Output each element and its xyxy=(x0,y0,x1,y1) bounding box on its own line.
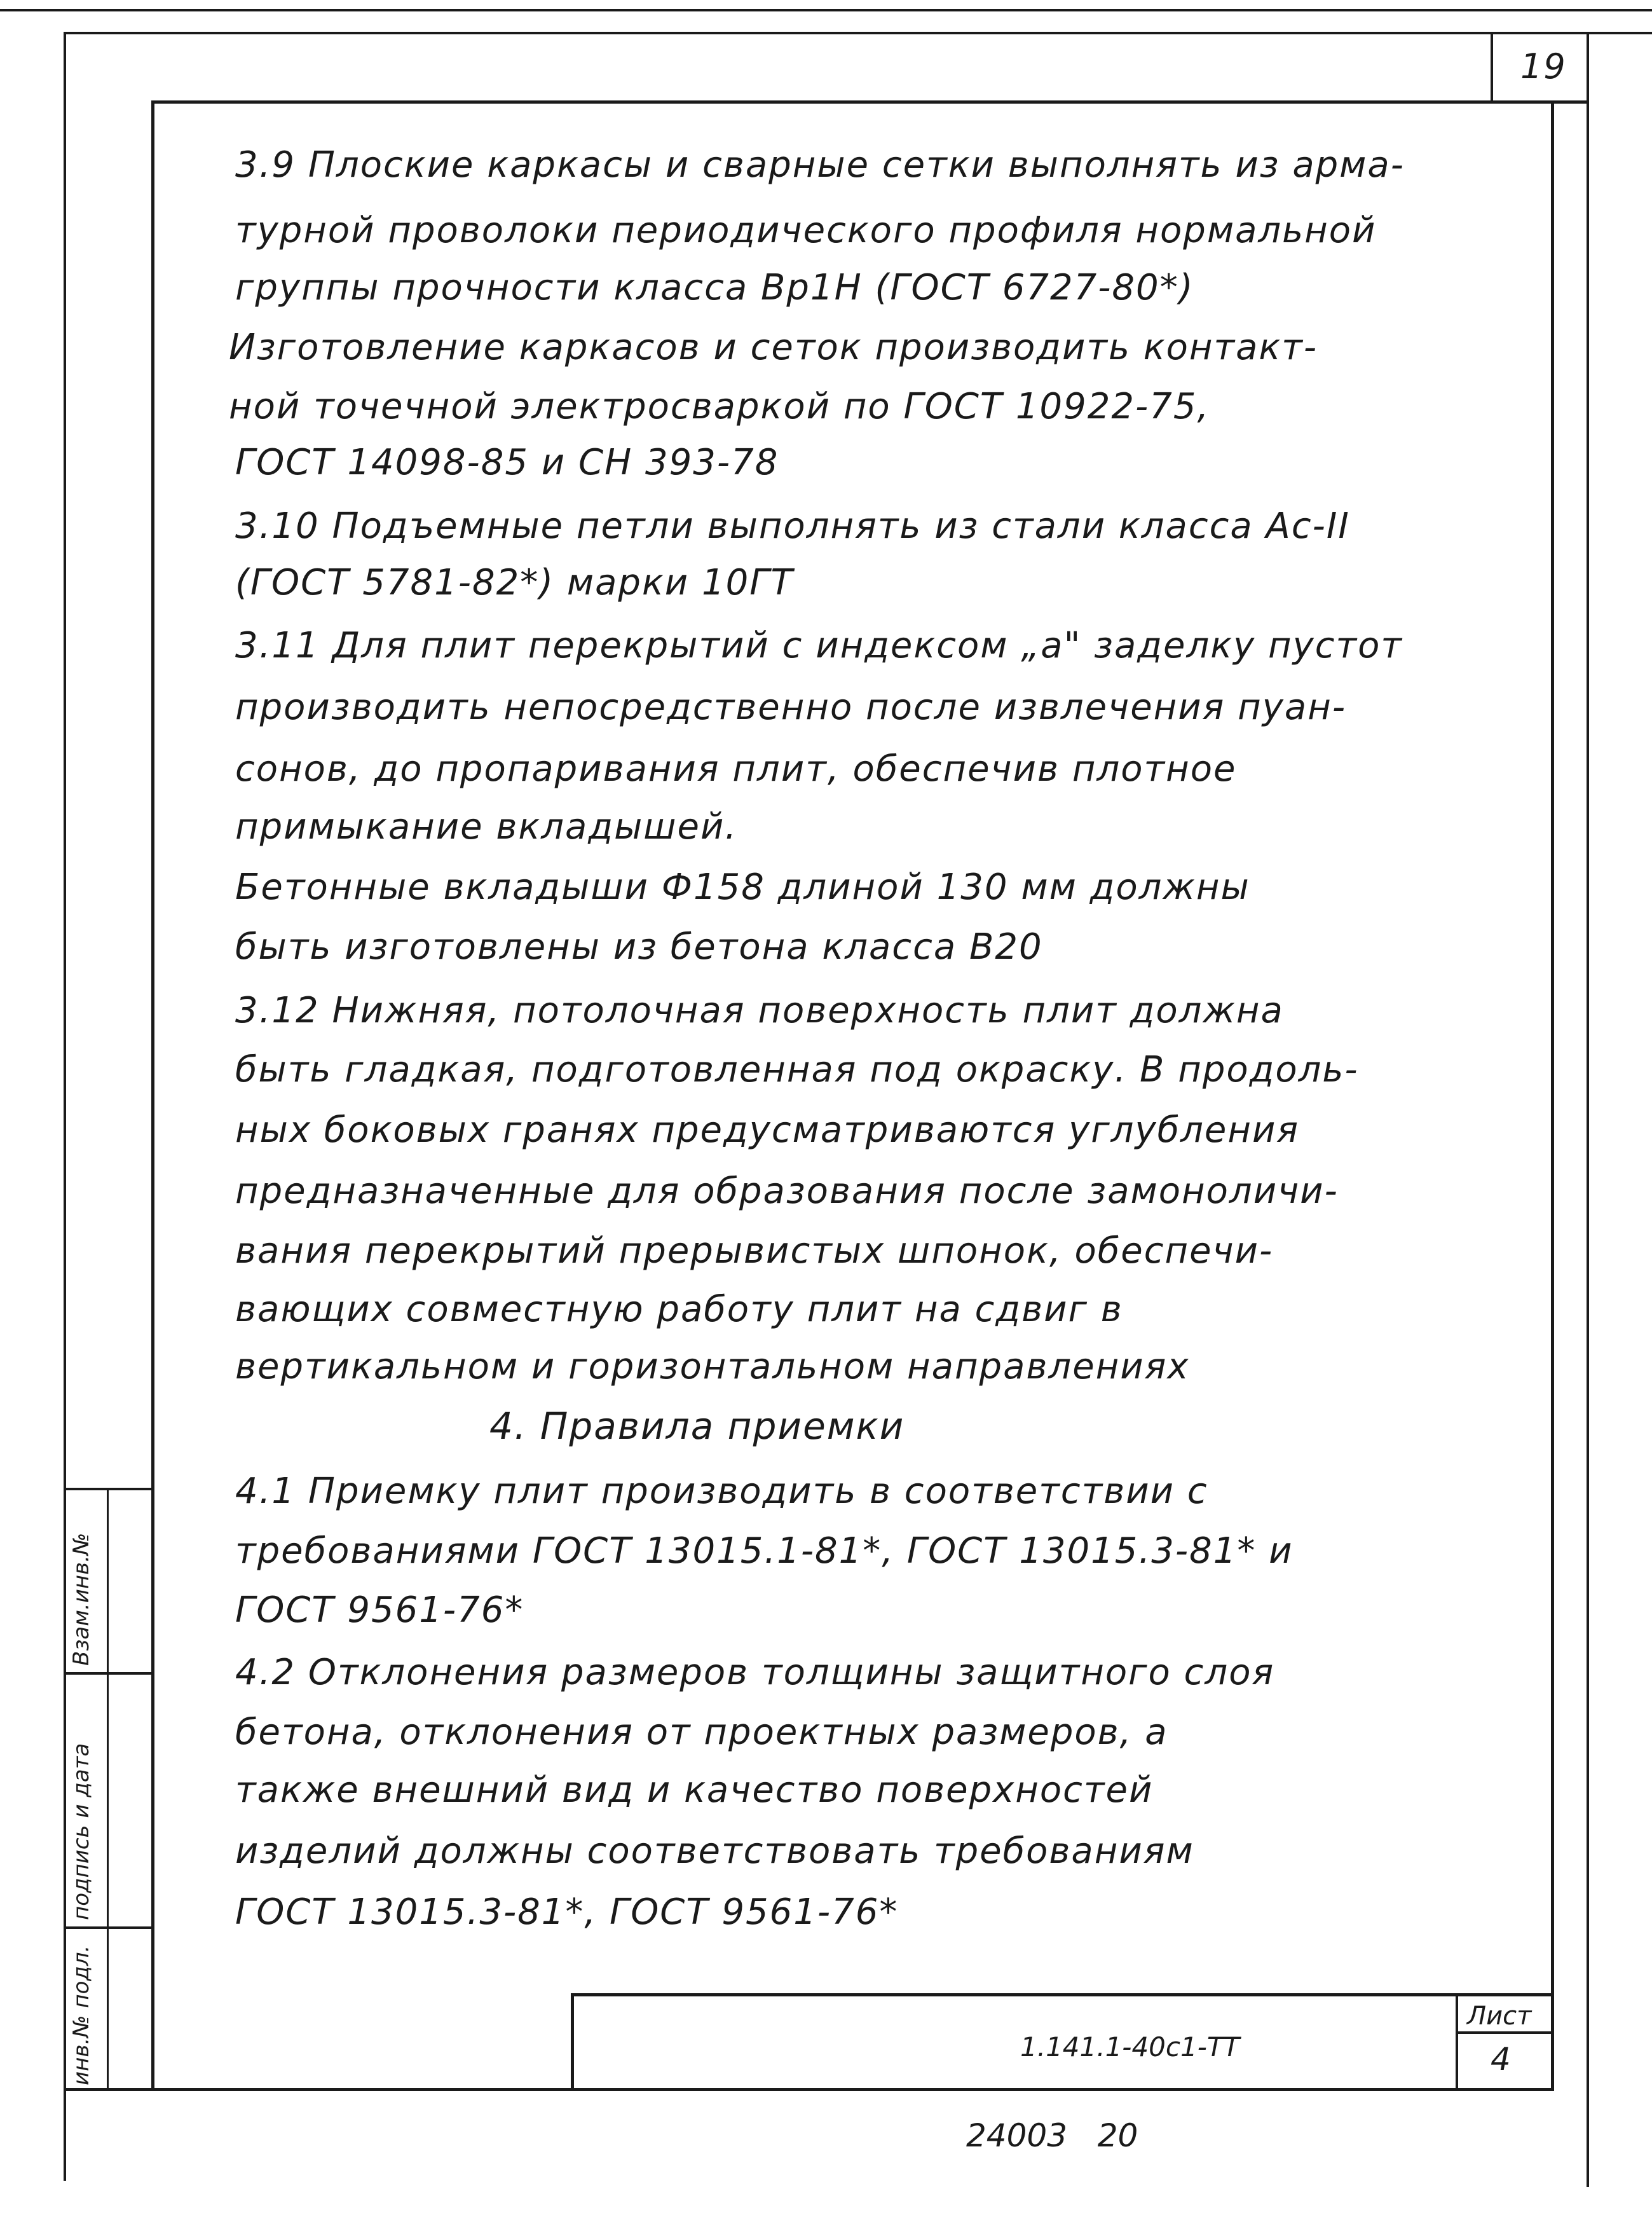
text-line: вающих совместную работу плит на сдвиг в xyxy=(235,1289,1123,1330)
text-line: предназначенные для образования после замоноличи- xyxy=(235,1170,1339,1212)
text-line: ной точечной электросваркой по ГОСТ 10922-75, xyxy=(229,386,1210,427)
frame-bottom xyxy=(64,2088,1554,2091)
text-line: производить непосредственно после извлечения пуан- xyxy=(235,687,1347,728)
title-block-left xyxy=(571,1993,574,2090)
text-line: (ГОСТ 5781-82*) марки 10ГТ xyxy=(235,562,794,603)
text-line: Изготовление каркасов и сеток производить контакт- xyxy=(229,327,1318,368)
text-line: быть изготовлены из бетона класса В20 xyxy=(235,926,1043,968)
corner-box-left xyxy=(1491,32,1493,103)
stamp-divider xyxy=(64,1672,154,1675)
title-block-sheet-left xyxy=(1456,1993,1458,2090)
text-line: 4.1 Приемку плит производить в соответствии с xyxy=(235,1471,1208,1512)
text-line: также внешний вид и качество поверхностей xyxy=(235,1769,1154,1811)
text-line: ГОСТ 13015.3-81*, ГОСТ 9561-76* xyxy=(235,1891,899,1933)
title-block-sheet-divider xyxy=(1456,2031,1553,2034)
text-line: изделий должны соответствовать требованиям xyxy=(235,1830,1194,1872)
title-block-top xyxy=(572,1993,1554,1996)
sheet-label: Лист xyxy=(1467,2001,1532,2031)
stamp-inner-line xyxy=(107,1488,109,2090)
text-line: вертикальном и горизонтальном направлениях xyxy=(235,1346,1190,1387)
text-line: 4.2 Отклонения размеров толщины защитного слоя xyxy=(235,1652,1275,1693)
top-border-line-2 xyxy=(64,32,1652,34)
text-line: турной проволоки периодического профиля нормальной xyxy=(235,210,1377,251)
stamp-divider xyxy=(64,1488,154,1490)
text-line: 3.12 Нижняя, потолочная поверхность плит должна xyxy=(235,990,1284,1031)
frame-right xyxy=(1551,100,1554,2090)
doc-code: 1.141.1-40с1-ТТ xyxy=(1020,2031,1240,2063)
stamp-podpis: подпись и дата xyxy=(69,1743,94,1920)
text-line: примыкание вкладышей. xyxy=(235,806,738,848)
text-line: бетона, отклонения от проектных размеров, а xyxy=(235,1712,1168,1753)
outer-right-line xyxy=(1587,32,1589,2187)
text-line: 3.11 Для плит перекрытий с индексом „а" заделку пустот xyxy=(235,625,1403,666)
stamp-inv: инв.№ подл. xyxy=(69,1945,94,2085)
margin-line xyxy=(64,32,66,2181)
section-heading: 4. Правила приемки xyxy=(489,1404,905,1448)
text-line: вания перекрытий прерывистых шпонок, обеспечи- xyxy=(235,1230,1274,1272)
text-line: быть гладкая, подготовленная под окраску. В продоль- xyxy=(235,1049,1359,1090)
footer-number: 24003 20 xyxy=(966,2117,1138,2154)
text-line: ных боковых гранях предусматриваются углубления xyxy=(235,1109,1300,1151)
top-border-line xyxy=(0,9,1652,11)
sheet-number: 4 xyxy=(1491,2041,1511,2078)
text-line: Бетонные вкладыши Ф158 длиной 130 мм должны xyxy=(235,867,1250,908)
frame-top xyxy=(153,100,1588,104)
corner-sheet-number: 19 xyxy=(1520,46,1567,86)
text-line: 3.9 Плоские каркасы и сварные сетки выполнять из арма- xyxy=(235,144,1405,186)
text-line: ГОСТ 14098-85 и СН 393-78 xyxy=(235,442,779,483)
stamp-divider xyxy=(64,1926,154,1929)
stamp-vzam: Взам.инв.№ xyxy=(69,1532,94,1666)
text-line: 3.10 Подъемные петли выполнять из стали класса Ас-II xyxy=(235,505,1350,547)
text-line: группы прочности класса Вр1Н (ГОСТ 6727-80*) xyxy=(235,267,1194,308)
text-line: требованиями ГОСТ 13015.1-81*, ГОСТ 13015.3-81* и xyxy=(235,1530,1294,1572)
frame-left xyxy=(151,100,154,2090)
text-line: сонов, до пропаривания плит, обеспечив плотное xyxy=(235,748,1237,790)
text-line: ГОСТ 9561-76* xyxy=(235,1589,524,1631)
